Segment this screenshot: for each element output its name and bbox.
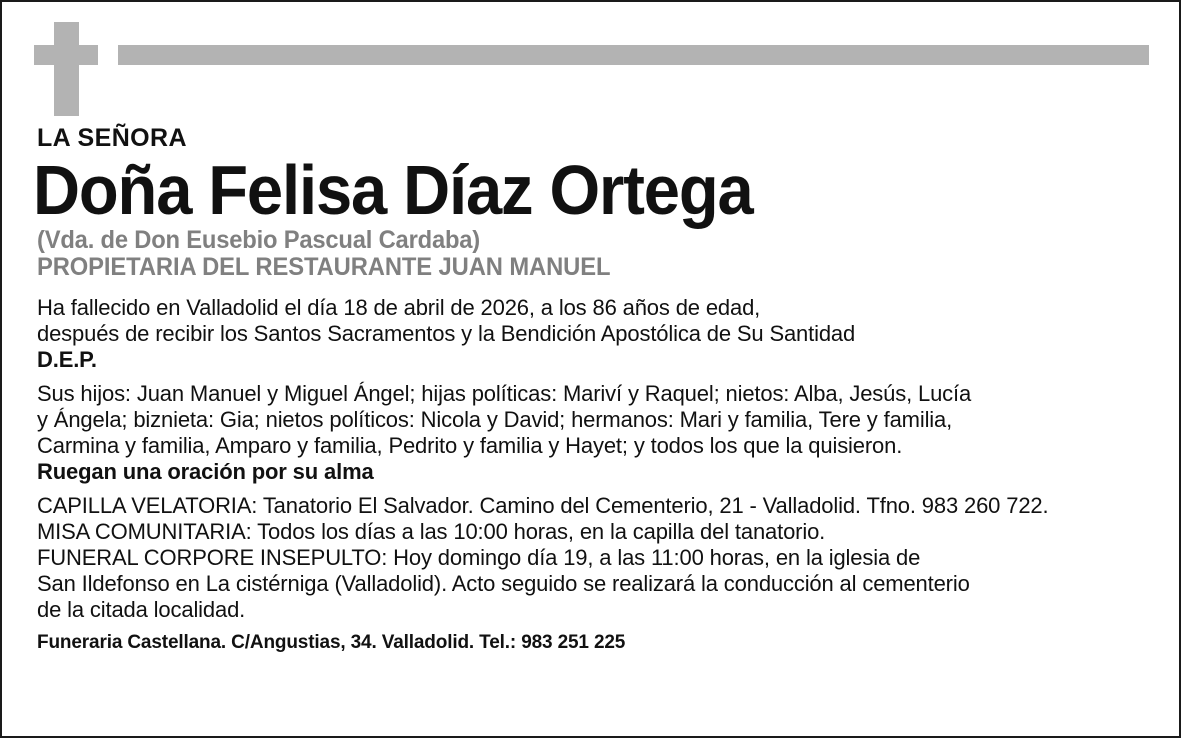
service-line-funeral: FUNERAL CORPORE INSEPULTO: Hoy domingo día 19, a las 11:00 horas, en la iglesia de [37,544,921,570]
honorific-eyebrow: LA SEÑORA [37,124,187,152]
survivors-line: Sus hijos: Juan Manuel y Miguel Ángel; hijas políticas: Mariví y Raquel; nietos: Alba, Jesús, Lucía [37,380,972,406]
funeral-home-line: Funeraria Castellana. C/Angustias, 34. Valladolid. Tel.: 983 251 225 [37,631,626,653]
rip-abbreviation: D.E.P. [37,346,97,372]
notice-header [2,2,1179,120]
funeral-home-footer [37,632,1149,654]
notice-content [33,124,1149,654]
cross-vertical-bar [54,22,79,116]
service-line-locality: de la citada localidad. [37,596,246,622]
service-line-mass: MISA COMUNITARIA: Todos los días a las 10:00 horas, en la capilla del tanatorio. [37,518,826,544]
occupation-line: PROPIETARIA DEL RESTAURANTE JUAN MANUEL [37,252,611,281]
service-line-church: San Ildefonso en La cistérniga (Valladolid). Acto seguido se realizará la conducción al cementerio [37,570,970,596]
death-line: Ha fallecido en Valladolid el día 18 de abril de 2026, a los 86 años de edad, [37,294,761,320]
death-announcement [37,295,1149,373]
cross-horizontal-bar [34,45,98,65]
prayer-request: Ruegan una oración por su alma [37,458,374,484]
service-details [37,493,1149,623]
death-line: después de recibir los Santos Sacramentos y la Bendición Apostólica de Su Santidad [37,320,856,346]
survivors-line: Carmina y familia, Amparo y familia, Pedrito y familia y Hayet; y todos los que la quisieron. [37,432,903,458]
spouse-line: (Vda. de Don Eusebio Pascual Cardaba) [37,225,481,254]
deceased-name: Doña Felisa Díaz Ortega [33,151,753,229]
survivors-line: y Ángela; biznieta: Gia; nietos políticos: Nicola y David; hermanos: Mari y familia, Tere y familia, [37,406,953,432]
cross-icon [34,22,98,116]
service-line-chapel: CAPILLA VELATORIA: Tanatorio El Salvador. Camino del Cementerio, 21 - Valladolid. Tfno. 983 260 722. [37,492,1049,518]
header-rule [118,45,1149,65]
survivors-list [37,381,1149,485]
